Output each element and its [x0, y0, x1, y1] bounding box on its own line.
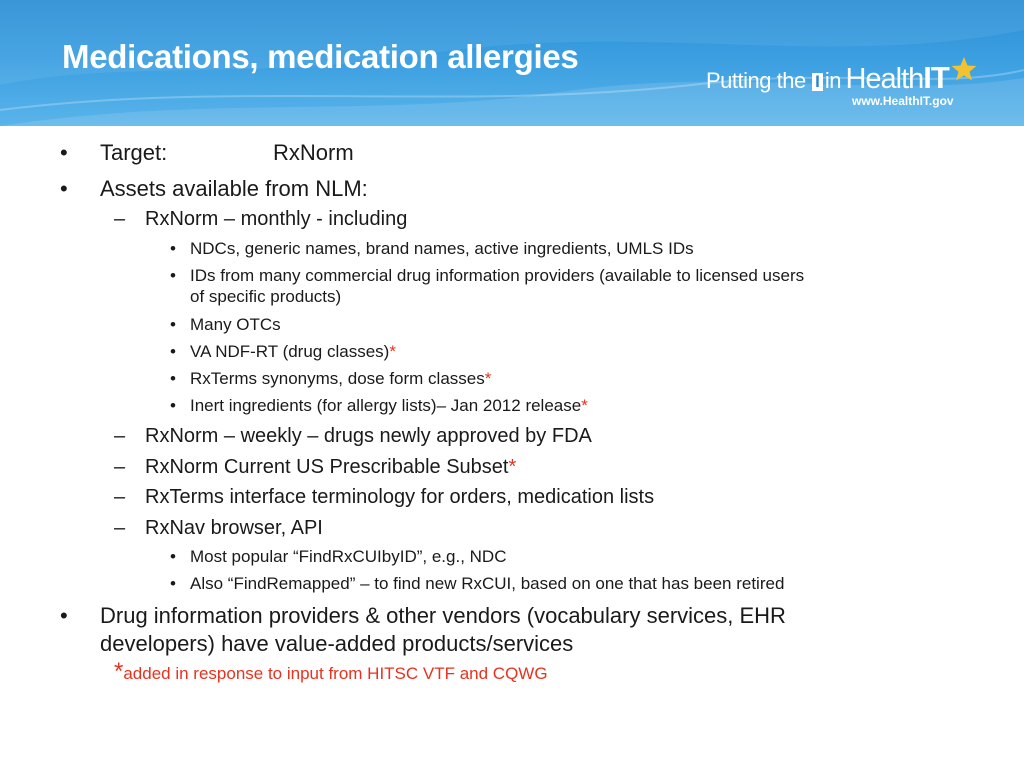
bullet-dot: • — [170, 239, 176, 258]
subsub-ndcs-text: NDCs, generic names, brand names, active ingredients, UMLS IDs — [190, 239, 694, 258]
bullet-dot: • — [170, 342, 176, 361]
logo-health-text: Health — [845, 63, 924, 95]
slide-title: Medications, medication allergies — [62, 38, 579, 75]
slide-header — [0, 0, 1024, 126]
bullet-dot: • — [60, 603, 68, 628]
bullet-dot: • — [170, 547, 176, 566]
dash-marker: – — [114, 517, 126, 539]
bullet-dot: • — [170, 574, 176, 593]
star-icon — [951, 56, 977, 82]
logo-lead-text: Putting the — [706, 68, 806, 93]
subsub-va-ndf-text: VA NDF-RT (drug classes) — [190, 342, 390, 361]
subsub-ids-line2: of specific products) — [190, 287, 342, 306]
dash-marker: – — [114, 456, 126, 478]
dash-marker: – — [114, 486, 126, 508]
dash-marker: – — [114, 208, 126, 230]
footnote — [114, 658, 548, 686]
subsub-otcs-text: Many OTCs — [190, 315, 281, 334]
bullet-vendors-line1: Drug information providers & other vendors (vocabulary services, EHR — [100, 603, 786, 628]
footnote-asterisk: * — [114, 658, 124, 685]
subsub-popular-text: Most popular “FindRxCUIbyID”, e.g., NDC — [190, 547, 507, 566]
subsub-rxterms-syn-text: RxTerms synonyms, dose form classes — [190, 369, 485, 388]
bullet-vendors-line2: developers) have value-added products/services — [100, 631, 574, 656]
bullet-dot: • — [170, 369, 176, 388]
target-value: RxNorm — [273, 140, 354, 165]
dash-marker: – — [114, 425, 126, 447]
bullet-dot: • — [170, 396, 176, 415]
sub-rxnorm-subset-text: RxNorm Current US Prescribable Subset — [145, 456, 509, 478]
bullet-assets-text: Assets available from NLM: — [100, 176, 368, 201]
logo-it-text: IT — [923, 60, 949, 95]
subsub-inert-text: Inert ingredients (for allergy lists)– Jan 2012 release — [190, 396, 582, 415]
healthit-logo — [706, 56, 1006, 116]
logo-in-text: in — [824, 68, 841, 93]
target-label: Target: — [100, 140, 168, 165]
logo-i-box: I — [812, 73, 823, 91]
asterisk-mark: * — [389, 342, 396, 361]
subsub-ids-line1: IDs from many commercial drug information providers (available to licensed users — [190, 266, 805, 285]
bullet-dot: • — [170, 266, 176, 285]
bullet-dot: • — [170, 315, 176, 334]
sub-rxnorm-monthly-text: RxNorm – monthly - including — [145, 208, 408, 230]
logo-url: www.HealthIT.gov — [852, 94, 954, 108]
sub-rxterms-iface-text: RxTerms interface terminology for orders, medication lists — [145, 486, 655, 508]
subsub-remapped-text: Also “FindRemapped” – to find new RxCUI, based on one that has been retired — [190, 574, 785, 593]
asterisk-mark: * — [484, 369, 492, 388]
footnote-text: added in response to input from HITSC VTF and CQWG — [123, 664, 548, 683]
bullet-dot: • — [60, 140, 68, 165]
asterisk-mark: * — [581, 396, 588, 415]
sub-rxnorm-weekly-text: RxNorm – weekly – drugs newly approved by FDA — [145, 425, 592, 447]
sub-rxnav-text: RxNav browser, API — [145, 517, 323, 539]
asterisk-mark: * — [508, 456, 517, 478]
bullet-dot: • — [60, 176, 68, 201]
